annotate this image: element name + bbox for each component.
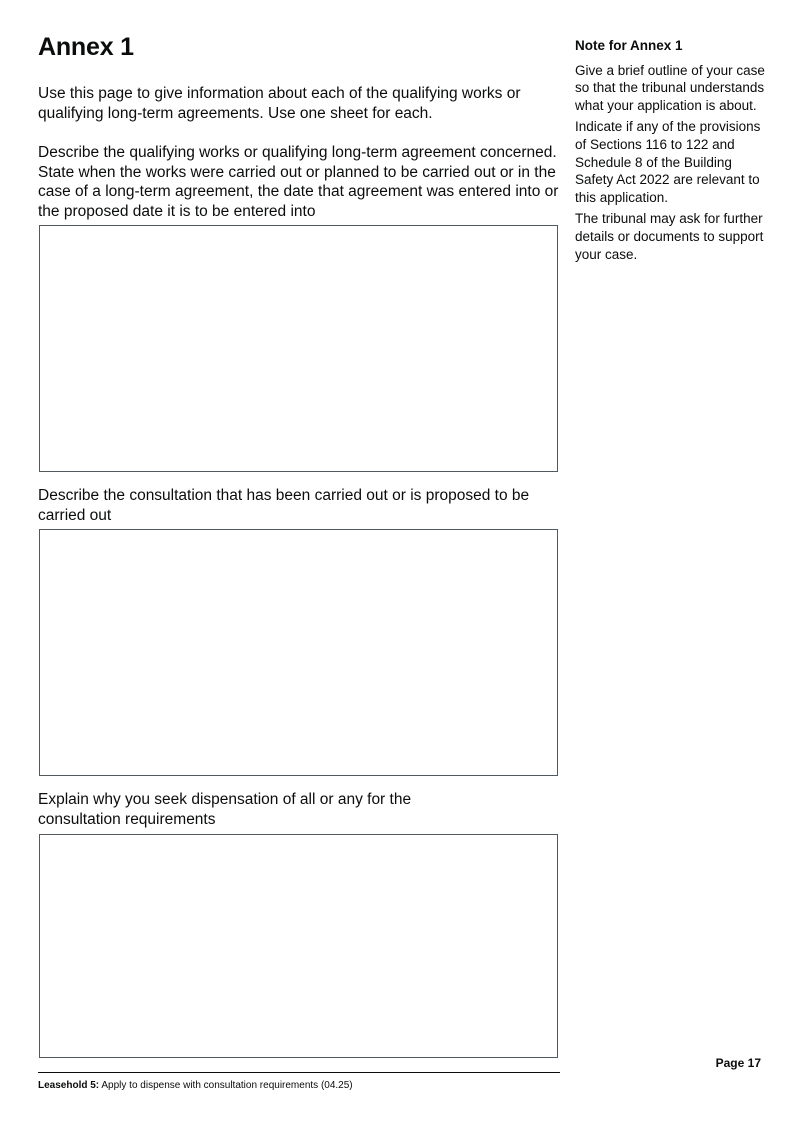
guidance-note [575,37,770,267]
footer-form-code: Leasehold 5: [38,1080,100,1091]
page-title: Annex 1 [38,33,134,61]
consultation-question-label: Describe the consultation that has been carried out or is proposed to be carried out [38,487,530,524]
works-answer-box[interactable] [39,225,558,472]
footer [38,1079,353,1092]
footer-form-title: Apply to dispense with consultation requirements (04.25) [101,1080,353,1091]
footer-divider [38,1072,560,1073]
note-paragraph: Give a brief outline of your case so that the tribunal understands what your application is about. [575,62,765,113]
works-question-label: Describe the qualifying works or qualifying long-term agreement concerned. State when the works were carried out or planned to be carried out or in the case of a long-term agreement, the date that agreement was entered into or the proposed date it is to be entered into [38,144,559,220]
page-number: Page 17 [715,1056,761,1070]
consultation-answer-box[interactable] [39,529,558,776]
dispensation-answer-box[interactable] [39,834,558,1058]
note-paragraph: The tribunal may ask for further details or documents to support your case. [575,211,764,262]
dispensation-question-label: Explain why you seek dispensation of all or any for the consultation requirements [38,791,412,828]
intro-text: Use this page to give information about each of the qualifying works or qualifying long-term agreements. Use one sheet for each. [38,85,521,122]
note-heading: Note for Annex 1 [575,38,683,53]
note-paragraph: Indicate if any of the provisions of Sections 116 to 122 and Schedule 8 of the Building Safety Act 2022 are relevant to this application. [575,119,761,205]
